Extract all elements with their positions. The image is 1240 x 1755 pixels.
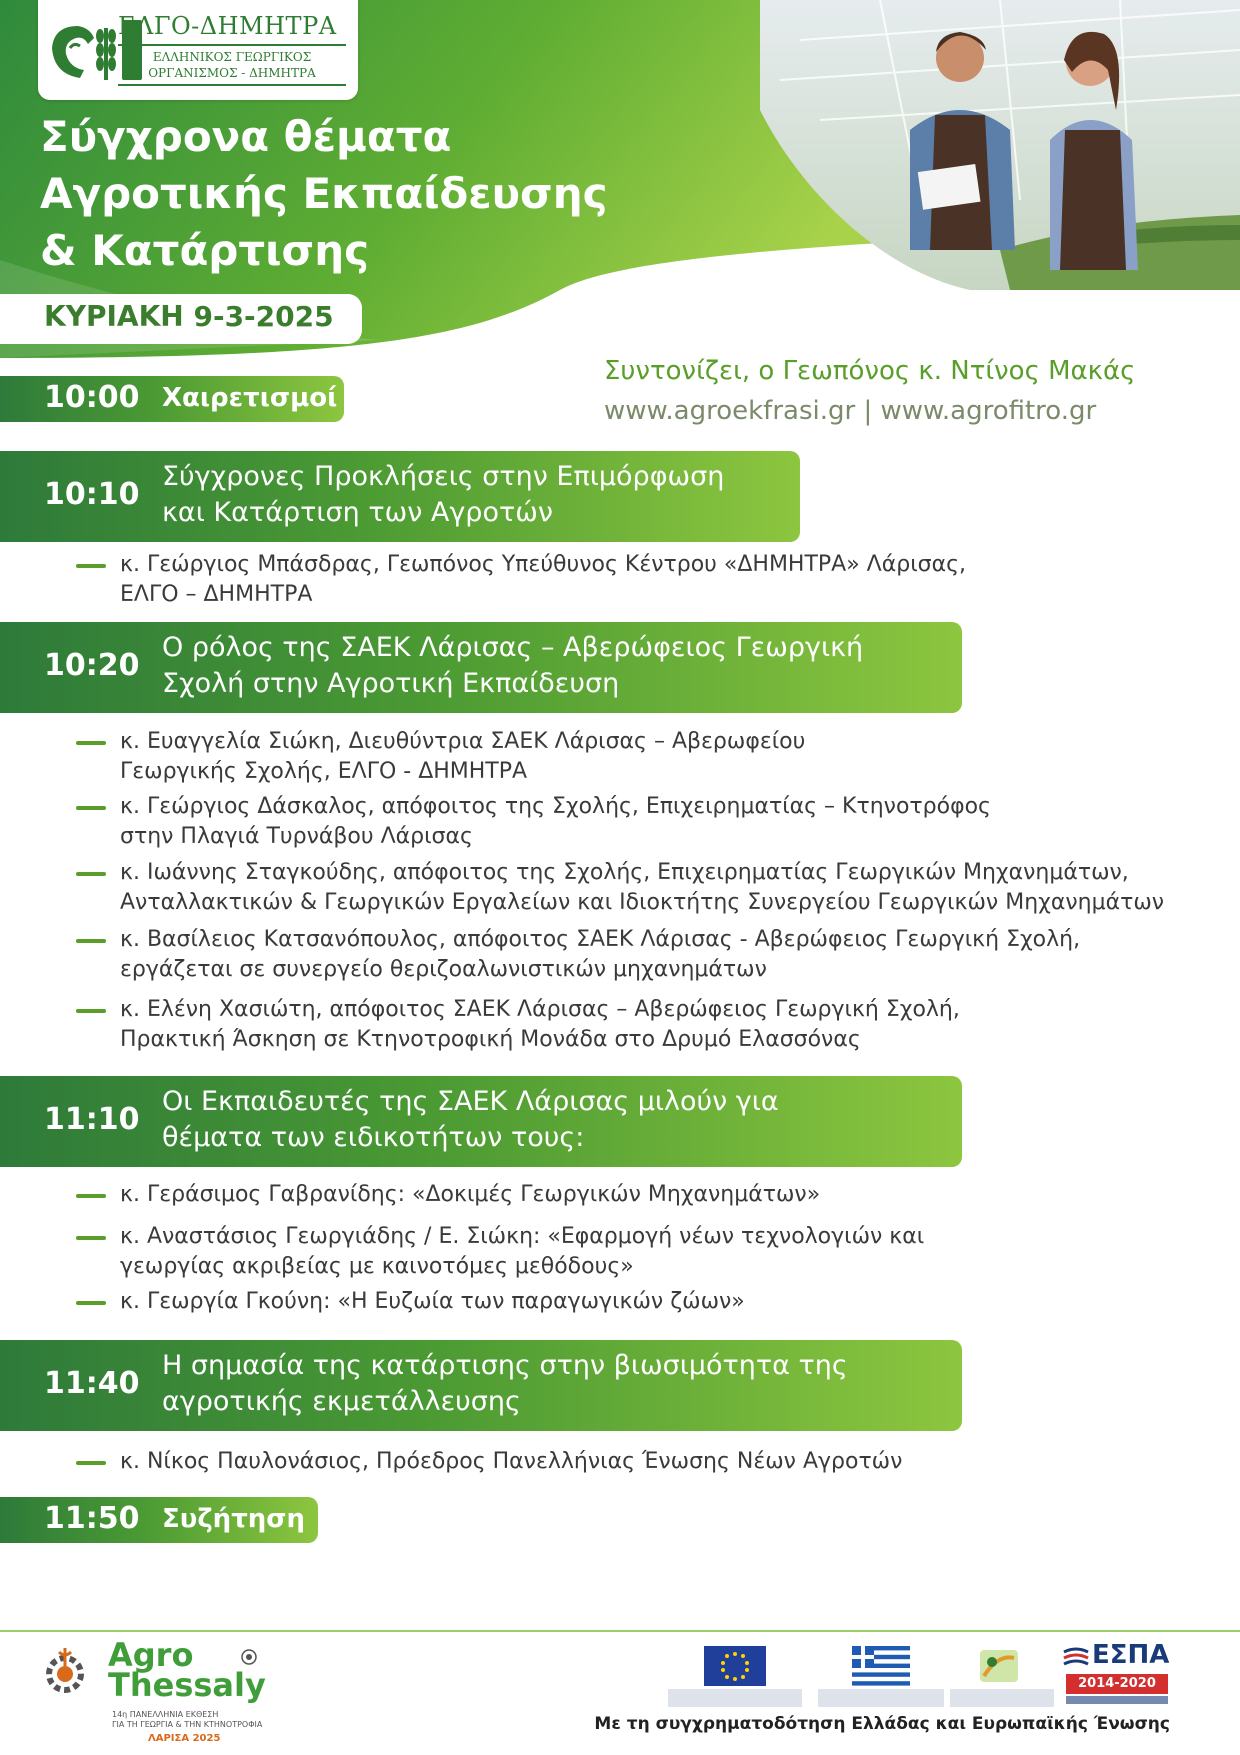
espa-logo [1062,1640,1170,1706]
logo-title: ΕΛΓΟ-ΔΗΜΗΤΡΑ [118,12,337,40]
speaker-line: Πρακτική Άσκηση σε Κτηνοτροφική Μονάδα στο Δρυμό Ελασσόνας [120,1027,861,1052]
speaker-item [120,1447,1200,1477]
session-title-line-2: θέματα των ειδικοτήτων τους: [162,1122,585,1153]
farmers-photo-illustration [760,0,1240,290]
session-title-line-1: Οι Εκπαιδευτές της ΣΑΕΚ Λάρισας μιλούν για [162,1086,779,1117]
event-title-line-2: Αγροτικής Εκπαίδευσης [40,169,608,218]
speaker-bullet [76,939,106,943]
speaker-bullet [76,1236,106,1240]
speaker-bullet [76,564,106,568]
speaker-bullet [76,872,106,876]
session-title-line-1: Ο ρόλος της ΣΑΕΚ Λάρισας – Αβερώφειος Γεωργική [162,632,864,663]
speaker-line: ΕΛΓΟ – ΔΗΜΗΤΡΑ [120,582,313,607]
session-time: 11:10 [44,1102,140,1137]
speaker-bullet [76,741,106,745]
registered-mark-icon [240,1648,258,1666]
session-bar-1150 [0,1497,318,1543]
websites-text: www.agroekfrasi.gr | www.agrofitro.gr [604,396,1097,426]
speaker-line: κ. Ιωάννης Σταγκούδης, απόφοιτος της Σχολής, Επιχειρηματίας Γεωργικών Μηχανημάτων, [120,860,1129,885]
agro-city: ΛΑΡΙΣΑ 2025 [148,1733,221,1744]
speaker-item [120,858,1200,918]
espa-waves-icon [1062,1646,1090,1668]
ministry-label [818,1689,944,1707]
greek-flag-icon [852,1646,910,1686]
speaker-item [120,1222,1200,1282]
session-bar-1140 [0,1340,962,1431]
rural-program-label [950,1689,1054,1707]
session-bar-1010 [0,451,800,542]
session-title-line-1: Σύγχρονες Προκλήσεις στην Επιμόρφωση [162,461,725,492]
speaker-item [120,1180,1200,1210]
speaker-line: γεωργίας ακριβείας με καινοτόμες μεθόδους» [120,1254,634,1279]
speaker-line: κ. Βασίλειος Κατσανόπουλος, απόφοιτος ΣΑΕΚ Λάρισας - Αβερώφειος Γεωργική Σχολή, [120,927,1081,952]
logo-subtitle-2: ΟΡΓΑΝΙΣΜΟΣ - ΔΗΜΗΤΡΑ [148,66,316,80]
session-bar-1110 [0,1076,962,1167]
session-bar-1000 [0,376,344,422]
speaker-item [120,727,1200,787]
session-time: 10:10 [44,477,140,512]
cofunding-caption: Με τη συγχρηματοδότηση Ελλάδας και Ευρωπαϊκής Ένωσης [594,1714,1170,1734]
speaker-bullet [76,1301,106,1305]
speaker-bullet [76,1461,106,1465]
espa-title: ΕΣΠΑ [1092,1640,1170,1670]
logo-subtitle-1: ΕΛΛΗΝΙΚΟΣ ΓΕΩΡΓΙΚΟΣ [152,50,312,64]
elgo-logo [38,0,358,100]
footer-divider [0,1630,1240,1632]
session-title: Χαιρετισμοί [162,383,338,413]
speaker-line: κ. Γεράσιμος Γαβρανίδης: «Δοκιμές Γεωργικών Μηχανημάτων» [120,1182,821,1207]
speaker-line: κ. Γεώργιος Μπάσδρας, Γεωπόνος Υπεύθυνος Κέντρου «ΔΗΜΗΤΡΑ» Λάρισας, [120,552,966,577]
session-title: Συζήτηση [162,1504,306,1534]
speaker-line: Ανταλλακτικών & Γεωργικών Εργαλείων και Ιδιοκτήτης Συνεργείου Γεωργικών Μηχανημάτων [120,890,1165,915]
coordinator-text: Συντονίζει, ο Γεωπόνος κ. Ντίνος Μακάς [604,356,1136,386]
header-photo [760,0,1240,290]
speaker-bullet [76,806,106,810]
session-time: 10:00 [44,380,140,415]
event-title-line-3: & Κατάρτισης [40,226,370,275]
speaker-line: κ. Αναστάσιος Γεωργιάδης / Ε. Σιώκη: «Εφαρμογή νέων τεχνολογιών και [120,1224,925,1249]
session-title-line-2: αγροτικής εκμετάλλευσης [162,1386,521,1417]
event-title-line-1: Σύγχρονα θέματα [40,112,452,161]
event-date: ΚΥΡΙΑΚΗ 9-3-2025 [44,300,334,333]
speaker-line: κ. Γεωργία Γκούνη: «Η Ευζωία των παραγωγικών ζώων» [120,1289,745,1314]
espa-years: 2014-2020 [1066,1674,1168,1694]
speaker-item [120,792,1200,852]
speaker-bullet [76,1009,106,1013]
event-title [40,108,640,279]
thessaly-word: Thessaly [108,1666,266,1704]
session-title-line-1: Η σημασία της κατάρτισης στην βιωσιμότητα της [162,1350,848,1381]
speaker-bullet [76,1194,106,1198]
speaker-line: κ. Νίκος Παυλονάσιος, Πρόεδρος Πανελλήνιας Ένωσης Νέων Αγροτών [120,1449,903,1474]
eu-fund-label [668,1689,802,1707]
session-title-line-2: Σχολή στην Αγροτική Εκπαίδευση [162,668,620,699]
agro-subtitle-2: ΓΙΑ ΤΗ ΓΕΩΡΓΙΑ & ΤΗΝ ΚΤΗΝΟΤΡΟΦΙΑ [112,1720,263,1729]
speaker-line: Γεωργικής Σχολής, ΕΛΓΟ - ΔΗΜΗΤΡΑ [120,759,528,784]
speaker-item [120,550,1200,610]
rural-dev-program-icon [978,1646,1020,1686]
espa-tagline [1066,1696,1168,1704]
speaker-line: εργάζεται σε συνεργείο θεριζοαλωνιστικών μηχανημάτων [120,957,767,982]
logo-divider-bottom [118,84,346,86]
session-time: 10:20 [44,648,140,683]
speaker-line: κ. Γεώργιος Δάσκαλος, απόφοιτος της Σχολής, Επιχειρηματίας – Κτηνοτρόφος [120,794,991,819]
logo-divider [118,44,346,46]
agro-subtitle-1: 14η ΠΑΝΕΛΛΗΝΙΑ ΕΚΘΕΣΗ [112,1710,219,1719]
agrothessaly-gear-icon [40,1644,90,1698]
agro-word: Agro [108,1636,194,1674]
session-bar-1020 [0,622,962,713]
speaker-line: κ. Ελένη Χασιώτη, απόφοιτος ΣΑΕΚ Λάρισας – Αβερώφειος Γεωργική Σχολή, [120,997,960,1022]
session-time: 11:40 [44,1366,140,1401]
speaker-line: κ. Ευαγγελία Σιώκη, Διευθύντρια ΣΑΕΚ Λάρισας – Αβερωφείου [120,729,806,754]
session-title-line-2: και Κατάρτιση των Αγροτών [162,497,553,528]
speaker-item [120,1287,1200,1317]
speaker-line: στην Πλαγιά Τυρνάβου Λάρισας [120,824,473,849]
speaker-item [120,995,1200,1055]
speaker-item [120,925,1200,985]
eu-flag-icon [704,1646,766,1686]
session-time: 11:50 [44,1501,140,1536]
